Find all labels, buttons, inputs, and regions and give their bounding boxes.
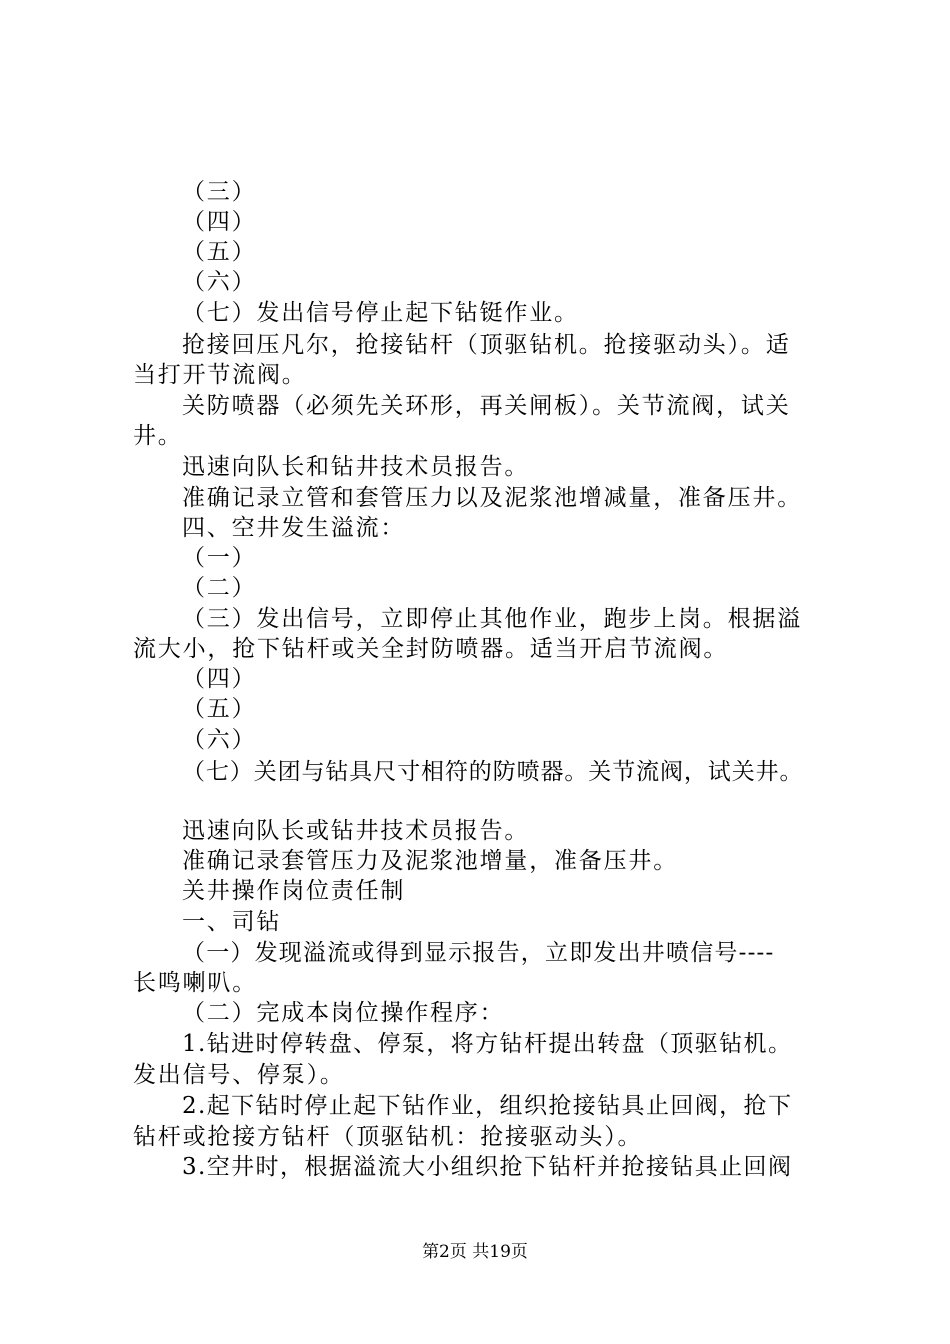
text-line: （六） (182, 269, 257, 295)
text-line: 当打开节流阀。 (133, 362, 307, 388)
text-line: （五） (182, 696, 257, 722)
text-line: （三）发出信号，立即停止其他作业，跑步上岗。根据溢 (182, 606, 802, 632)
text-line: （五） (182, 239, 257, 265)
page-number-footer: 第2页 共19页 (422, 1242, 528, 1262)
text-line: （一）发现溢流或得到显示报告，立即发出井喷信号---- (182, 940, 775, 966)
text-line: 2.起下钻时停止起下钻作业，组织抢接钻具止回阀，抢下 (182, 1093, 793, 1119)
text-line: 关井操作岗位责任制 (182, 878, 406, 904)
text-line: 四、空井发生溢流： (182, 515, 406, 541)
text-line: （六） (182, 727, 257, 753)
text-line: （一） (182, 545, 257, 571)
text-line: （三） (182, 179, 257, 205)
text-line: 抢接回压凡尔，抢接钻杆（顶驱钻机。抢接驱动头）。适 (182, 332, 791, 358)
text-line: 准确记录套管压力及泥浆池增量，准备压井。 (182, 848, 678, 874)
text-line: （七）发出信号停止起下钻铤作业。 (182, 300, 579, 326)
text-line: 流大小，抢下钻杆或关全封防喷器。适当开启节流阀。 (133, 636, 729, 662)
text-line: （四） (182, 209, 257, 235)
text-line: 钻杆或抢接方钻杆（顶驱钻机：抢接驱动头）。 (133, 1124, 643, 1150)
text-line: 发出信号、停泵）。 (133, 1062, 345, 1088)
text-line: 1.钻进时停转盘、停泵，将方钻杆提出转盘（顶驱钻机。 (182, 1031, 793, 1057)
text-line: 准确记录立管和套管压力以及泥浆池增减量，准备压井。 (182, 485, 802, 511)
text-line: 长鸣喇叭。 (133, 970, 257, 996)
text-line: 井。 (133, 423, 183, 449)
text-line: 一、司钻 (182, 909, 282, 935)
text-line: （四） (182, 666, 257, 692)
text-line: 关防喷器（必须先关环形，再关闸板）。关节流阀，试关 (182, 393, 791, 419)
text-line: （二） (182, 575, 257, 601)
text-line: 迅速向队长或钻井技术员报告。 (182, 818, 530, 844)
text-line: （二）完成本岗位操作程序： (182, 1000, 505, 1026)
text-line: 迅速向队长和钻井技术员报告。 (182, 454, 530, 480)
text-line: 3.空井时，根据溢流大小组织抢下钻杆并抢接钻具止回阀 (182, 1154, 793, 1180)
text-line: （七）关团与钻具尺寸相符的防喷器。关节流阀，试关井。 (182, 759, 804, 785)
